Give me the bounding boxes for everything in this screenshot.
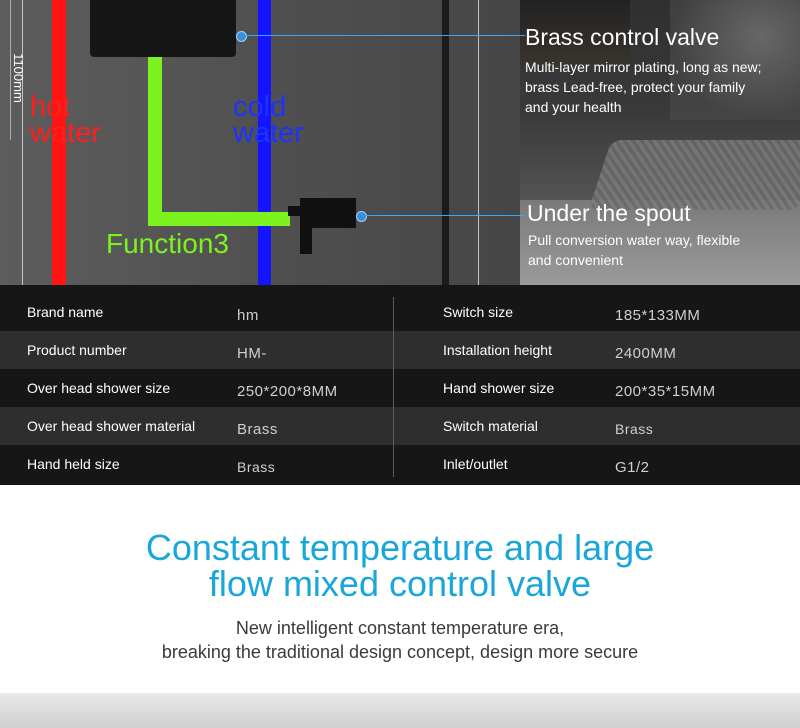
spec-label: Brand name: [27, 304, 104, 320]
spout-outlet: [300, 226, 312, 254]
spec-value: 250*200*8MM: [237, 383, 338, 400]
cold-label-line1: cold: [233, 91, 287, 123]
spec-label: Product number: [27, 342, 127, 358]
headline-line2: flow mixed control valve: [208, 563, 592, 604]
spec-label: Switch material: [443, 418, 538, 434]
spec-value: HM-: [237, 345, 267, 362]
valve-callout-line1: Multi-layer mirror plating, long as new;: [525, 59, 762, 75]
guide-line-right: [478, 0, 479, 285]
valve-leader-line: [245, 35, 525, 36]
dimension-label: 1100mm: [11, 53, 26, 103]
spec-table: [0, 285, 800, 485]
spec-value: Brass: [615, 421, 654, 437]
spec-value: Brass: [237, 421, 278, 438]
valve-callout-text: [525, 57, 762, 117]
spec-label: Inlet/outlet: [443, 456, 508, 472]
spout-callout-line2: and convenient: [528, 252, 623, 268]
valve-callout-line3: and your health: [525, 99, 622, 115]
valve-marker-dot: [236, 31, 247, 42]
spec-value: Brass: [237, 459, 276, 475]
spout-body: [300, 198, 356, 228]
function-pipe-vertical: [148, 56, 162, 226]
spec-label: Over head shower size: [27, 380, 171, 396]
hot-label-line1: hot: [30, 91, 71, 123]
spout-callout-line1: Pull conversion water way, flexible: [528, 232, 741, 248]
spec-value: G1/2: [615, 459, 650, 476]
cold-water-label: [233, 91, 304, 149]
valve-callout-title: Brass control valve: [525, 24, 720, 50]
subtitle-line1: New intelligent constant temperature era,: [235, 618, 565, 638]
hot-water-label: [30, 91, 101, 149]
spec-label: Switch size: [443, 304, 514, 320]
spec-row: [0, 407, 800, 445]
hot-label-line2: water: [30, 117, 101, 149]
feature-headline: [0, 527, 800, 604]
spec-label: Hand held size: [27, 456, 120, 472]
spec-label: Installation height: [443, 342, 552, 358]
column-divider: [393, 297, 394, 477]
spout-marker-dot: [356, 211, 367, 222]
spec-label: Over head shower material: [27, 418, 196, 434]
next-section-edge: [0, 693, 800, 728]
spec-value: hm: [237, 307, 259, 324]
shower-pole: [442, 0, 449, 285]
spout-leader-line: [365, 215, 525, 216]
control-valve-plate: [90, 0, 236, 57]
subtitle-line2: breaking the traditional design concept, design more secure: [161, 642, 639, 662]
spec-value: 200*35*15MM: [615, 383, 716, 400]
valve-callout-line2: brass Lead-free, protect your family: [525, 79, 746, 95]
spec-value: 2400MM: [615, 345, 677, 362]
spec-value: 185*133MM: [615, 307, 701, 324]
function-pipe-horizontal: [148, 212, 290, 226]
cold-label-line2: water: [233, 117, 304, 149]
spec-row: [0, 369, 800, 407]
spec-row: [0, 445, 800, 483]
spec-row: [0, 331, 800, 369]
feature-subtitle: [0, 616, 800, 664]
spec-label: Hand shower size: [443, 380, 555, 396]
installation-diagram: [0, 0, 800, 285]
spout-callout-text: [528, 230, 740, 270]
spec-row: [0, 293, 800, 331]
function-label: Function3: [106, 228, 229, 259]
headline-line1: Constant temperature and large: [145, 527, 655, 568]
spout-callout-title: Under the spout: [527, 200, 691, 226]
